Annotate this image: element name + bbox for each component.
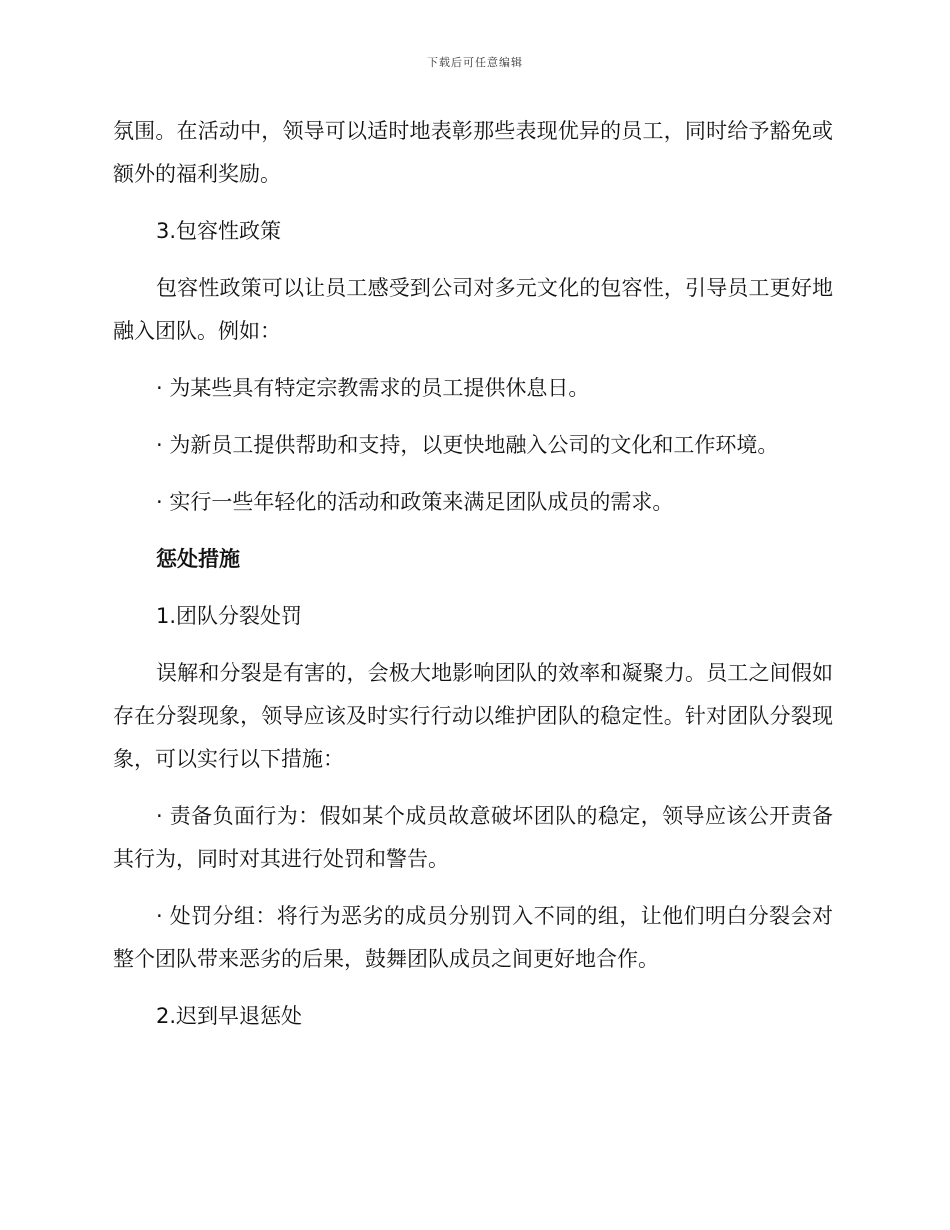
bullet-item: · 实行一些年轻化的活动和政策来满足团队成员的需求。 (156, 490, 674, 514)
bullet-item: · 责备负面行为：假如某个成员故意破坏团队的稳定，领导应该公开责备其行为，同时对其进行处罚和警告。 (113, 804, 833, 871)
paragraph-team-split: 误解和分裂是有害的，会极大地影响团队的效率和凝聚力。员工之间假如存在分裂现象，领导应该及时实行行动以维护团队的稳定性。针对团队分裂现象，可以实行以下措施： (113, 661, 833, 771)
document-body (113, 110, 833, 1052)
bullet-item: · 为某些具有特定宗教需求的员工提供休息日。 (156, 376, 590, 400)
paragraph-inclusive-policy: 包容性政策可以让员工感受到公司对多元文化的包容性，引导员工更好地融入团队。例如： (113, 276, 833, 343)
subheading-inclusive-policy: 3.包容性政策 (156, 219, 282, 243)
subheading-team-split: 1.团队分裂处罚 (156, 604, 303, 628)
bullet-item: · 处罚分组：将行为恶劣的成员分别罚入不同的组，让他们明白分裂会对整个团队带来恶劣的后果，鼓舞团队成员之间更好地合作。 (113, 904, 833, 971)
paragraph-continuation: 氛围。在活动中，领导可以适时地表彰那些表现优异的员工，同时给予豁免或额外的福利奖励。 (113, 119, 833, 186)
page-header: 下载后可任意编辑 (427, 56, 523, 69)
bullet-item: · 为新员工提供帮助和支持，以更快地融入公司的文化和工作环境。 (156, 433, 779, 457)
section-heading-penalties: 惩处措施 (156, 547, 240, 571)
subheading-lateness: 2.迟到早退惩处 (156, 1004, 303, 1028)
